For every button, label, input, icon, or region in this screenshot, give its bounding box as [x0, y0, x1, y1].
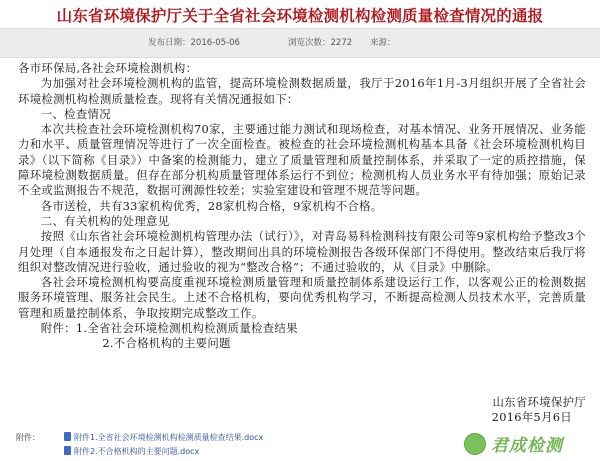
salutation: 各市环保局,各社会环境检测机构： [18, 61, 198, 75]
section2-paragraph: 按照《山东省社会环境检测机构管理办法（试行）》，对青岛易科检测科技有限公司等9家机构给予整改3个月处理（自本通报发布之日起计算），整改期间出具的环境检测报告各级环保部门不得使用。整改结束后我厅将组织对整改情况进行验收，通过验收的视为“整改合格”；不通过验收的，从《目录》中删除。 [18, 229, 586, 274]
publish-date: 发布日期：2016-05-06 [148, 38, 240, 48]
letter-body [18, 61, 586, 425]
attachment-file-name: 附件2.不合格机构的主要问题.docx [74, 447, 200, 456]
view-count: 浏览次数：2272 [288, 38, 353, 48]
doc-file-icon [64, 446, 71, 455]
article-meta-bar [0, 28, 600, 58]
watermark [464, 428, 596, 458]
section1-heading: 一、检查情况 [40, 106, 111, 121]
signature-date: 2016年5月6日 [491, 410, 572, 425]
attachment-line-1: 附件：1.全省社会环境检测机构检测质量检查结果 [40, 321, 298, 336]
attachment-link-2[interactable] [64, 446, 199, 457]
attachment-link-1[interactable] [64, 432, 263, 443]
signature-block [426, 395, 586, 426]
section2-paragraph-2: 各社会环境检测机构要高度重视环境检测质量管理和质量控制体系建设运行工作，以客观公正的检测数据服务环境管理、服务社会民生。上述不合格机构，要向优秀机构学习，不断提高检测人员技术水平，完善质量管理和质量控制体系，争取按期完成整改工作。 [18, 275, 586, 320]
attachment-line-2: 2.不合格机构的主要问题 [102, 336, 231, 351]
wechat-logo-icon [464, 433, 486, 455]
watermark-text: 君成检测 [491, 436, 563, 456]
section2-heading: 二、有关机构的处理意见 [40, 213, 170, 228]
attachment-file-name: 附件1.全省社会环境检测机构检测质量检查结果.docx [74, 433, 264, 442]
attachments-label: 附件： [16, 433, 40, 442]
section1-results: 各市送检，共有33家机构优秀，28家机构合格，9家机构不合格。 [40, 198, 383, 213]
page-title: 山东省环境保护厅关于全省社会环境检测机构检测质量检查情况的通报 [56, 7, 544, 25]
source-label: 来源： [370, 38, 396, 48]
section1-paragraph: 本次共检查社会环境检测机构70家，主要通过能力测试和现场检查，对基本情况、业务开展情况、业务能力和水平、质量管理情况等进行了一次全面检查。被检查的社会环境检测机构基本具备《社会环境检测机构目录》（以下简称《目录》）中备案的检测能力，建立了质量管理和质量控制体系，并采取了一定的质控措施，保障环境检测数据质量。但存在部分机构质量管理体系运行不到位；检测机构人员业务水平有待加强；原始记录不全或监测报告不规范，数据可溯源性较差；实验室建设和管理不规范等问题。 [18, 122, 586, 198]
doc-file-icon [64, 432, 71, 441]
intro-paragraph: 为加强对社会环境检测机构的监管，提高环境检测数据质量，我厅于2016年1月-3月组织开展了全省社会环境检测机构检测质量检查。现将有关情况通报如下： [18, 76, 586, 106]
signature-org: 山东省环境保护厅 [492, 395, 586, 409]
